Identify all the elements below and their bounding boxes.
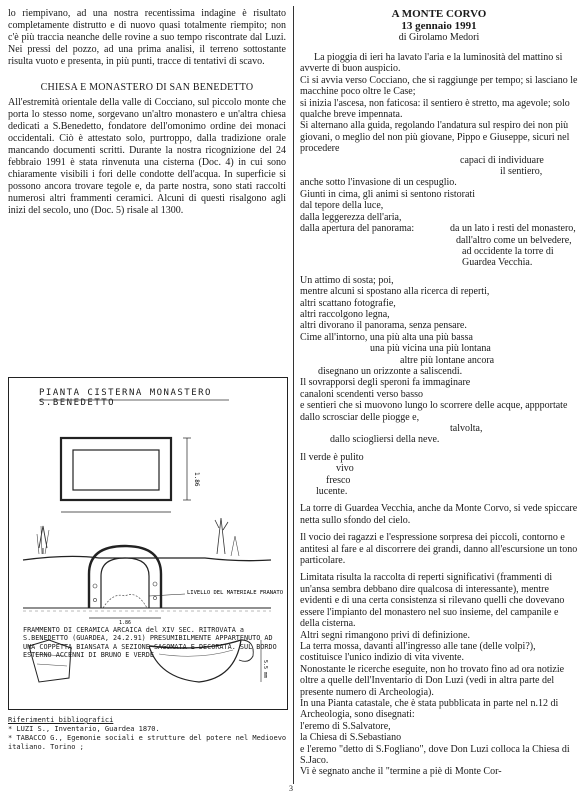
verse-line: Un attimo di sosta; poi, xyxy=(300,274,394,286)
list-item: e l'eremo "detto di S.Fogliano", dove Don Luzi colloca la Chiesa di S.Jaco. xyxy=(300,743,570,766)
paragraph: In una Pianta catastale, che è stata pubblicata in parte nel n.12 di Archeologia, sono disegnati: xyxy=(300,697,559,721)
verse-line: altri divorano il panorama, senza pensare. xyxy=(300,320,467,332)
verse-line: canaloni scendenti verso basso xyxy=(300,388,424,400)
plan-inner-rect xyxy=(73,450,159,490)
verse-line: capaci di individuare xyxy=(460,154,544,166)
svg-text:5.5 mm: 5.5 mm xyxy=(262,660,268,679)
intro-paragraph: lo riempivano, ad una nostra recentissima indagine è risultato completamente distrutto e di nuovo quasi totalmente riempito; non c'è più traccia neanche delle rovine a suo tempo riscontrate dal Luzi. Nei pressi del pozzo, ad una prima analisi, il terreno sottostante risulta vuoto e presenta, in più punti, tracce di tentativi di scavo. xyxy=(8,8,286,67)
section-heading: CHIESA E MONASTERO DI SAN BENEDETTO xyxy=(40,82,254,93)
verse-line: mentre alcuni si spostano alla ricerca di reperti, xyxy=(300,286,490,298)
paragraph: La torre di Guardea Vecchia, anche da Monte Corvo, si vede spiccare netta sullo sfondo del cielo. xyxy=(300,503,578,526)
verse-line: ad occidente la torre di Guardea Vecchia. xyxy=(462,245,554,269)
plan-outer-rect xyxy=(61,438,171,500)
paragraph: La terra mossa, davanti all'ingresso alle tane (delle volpi?), costituisce l'unico indizio di vita vivente. xyxy=(300,640,536,664)
verse-line: anche sotto l'invasione di un cespuglio. xyxy=(300,177,457,189)
svg-text:1.86: 1.86 xyxy=(119,620,132,626)
page-number: 3 xyxy=(289,784,293,793)
verse-line: Cime all'intorno, una più alta una più bassa xyxy=(300,331,473,343)
verse-line: dalla leggerezza dell'aria, xyxy=(300,211,402,223)
paragraph: Il vocio dei ragazzi e l'espressione sorpresa dei piccoli, contorno e antitesi al fare e al discorrere dei grandi, danno all'escursione un tono particolare. xyxy=(300,532,578,567)
article-date: 13 gennaio 1991 xyxy=(401,20,477,32)
left-column xyxy=(8,8,286,217)
figure-title: PIANTA CISTERNA MONASTERO S.BENEDETTO xyxy=(39,388,212,408)
verse-line: talvolta, xyxy=(450,423,483,434)
reference-item: * TABACCO G., Egemonie sociali e strutture del potere nel Medioevo italiano. Torino ; xyxy=(8,734,287,751)
paragraph: La pioggia di ieri ha lavato l'aria e la luminosità del mattino si avverte di buon auspicio. xyxy=(300,52,563,75)
list-item: la Chiesa di S.Sebastiano xyxy=(300,732,402,744)
verse-line: il sentiero, xyxy=(500,166,543,178)
verse-block xyxy=(300,275,578,446)
verse-line: altri raccolgono legna, xyxy=(300,308,390,320)
verse-line: dalla apertura del panorama: xyxy=(300,223,415,235)
svg-text:LIVELLO DEL MATERIALE FRANATO: LIVELLO DEL MATERIALE FRANATO xyxy=(187,590,284,596)
verse-line: Il sovrapporsi degli speroni fa immaginare xyxy=(300,377,471,389)
verse-line: dal tepore della luce, xyxy=(300,200,384,212)
verse-line: dallo scioglìersi della neve. xyxy=(330,434,440,446)
list-item: l'eremo di S.Salvatore, xyxy=(300,720,391,732)
verse-split xyxy=(300,223,578,269)
article-author: di Girolamo Medori xyxy=(398,32,480,43)
paragraph: Altri segni rimangono privi di definizione. xyxy=(300,629,470,641)
column-divider xyxy=(293,6,294,784)
verse-line: Giunti in cima, gli animi si sentono ristorati xyxy=(300,188,475,200)
article-title: A MONTE CORVO xyxy=(391,8,487,20)
svg-text:1.86: 1.86 xyxy=(193,472,200,487)
verse-line: da un lato i resti del monastero, xyxy=(450,223,576,235)
verse-line: e sentieri che si muovono lungo lo scorrere delle acque, appportate dallo scrosciar delle piogge e, xyxy=(300,400,568,423)
verse-line: fresco xyxy=(326,474,351,486)
paragraph: Limitata risulta la raccolta di reperti significativi (frammenti di un'ansa sembra debbano dire qualcosa di interessante), mentre evidenti e di una certa consistenza si rilevano quelli che dovevano essere l'impianto del monastero nel suo insieme, del campanile e della cisterna. xyxy=(300,572,565,630)
verse-line: Ci si avvia verso Cocciano, che si raggiunge per tempo; si lasciano le macchine poco oltre le Case; xyxy=(300,74,578,98)
verse-line: altre più lontane ancora xyxy=(400,354,495,366)
paragraph: Vi è segnato anche il "termine a piè di Monte Cor- xyxy=(300,766,502,778)
verse-block xyxy=(300,452,578,498)
verse-block xyxy=(300,75,578,269)
verse-line: si inizia l'ascesa, non faticosa: il sentiero è stretto, ma agevole; solo qualche breve impennata. xyxy=(300,97,570,121)
verse-line: vivo xyxy=(336,463,354,475)
verse-line: una più vicina una più lontana xyxy=(370,343,491,355)
figure-caption: FRAMMENTO DI CERAMICA ARCAICA del XIV SEC. RITROVATA a S.BENEDETTO (GUARDEA, 24.2.91) PRESUMIBILMENTE APPARTENUTO AD UNA COPPETTA BIANSATA A SEZIONE SAGOMATA E DECORATA. SUL BORDO ESTERNO ACCENNI DI BRUNO E VERDE xyxy=(23,626,277,660)
verse-line: Si alternano alla guida, regolando l'andatura sul respiro dei non più giovani, o meglio del non più giovane, Pippo e Giuseppe, sicuri nel procedere xyxy=(300,120,570,155)
references-heading: Riferimenti bibliografici xyxy=(8,716,114,724)
right-column xyxy=(300,8,578,778)
section-paragraph: All'estremità orientale della valle di Cocciano, sul piccolo monte che porta lo stesso nome, sorgevano un'altro monastero e un'altra chiesa dedicati a S.Benedetto, fondatore dell'omonimo ordine dei monaci occidentali. Ciò è attestato solo, purtroppo, dalla tradizione orale mancando documenti scritti. Durante la nostra ricognizione del 24 febbraio 1991 è stata rinvenuta una cisterna (Doc. 4) in cui sono chiaramente visibili i fori delle condotte dell'acqua. In superficie si possono ancora trovare tegole e, da parte nostra, sono stati raccolti numerosi altri frammenti ceramici. Alcuni di questi risalgono agli inizi del secolo, uno (Doc. 5) risale al 1300. xyxy=(8,97,286,216)
verse-line: altri scattano fotografie, xyxy=(300,297,396,309)
verse-line: dall'altro come un belvedere, xyxy=(456,234,572,246)
paragraph: Nonostante le ricerche eseguite, non ho trovato fino ad ora notizie oltre a quelle dell'Inventario di Don Luzi (vedi in altra parte del presente numero di Archeologia). xyxy=(300,663,565,698)
cistern-plan-figure xyxy=(8,377,288,710)
verse-line: Il verde è pulito xyxy=(300,451,364,463)
verse-line: lucente. xyxy=(316,486,348,498)
references xyxy=(8,716,288,752)
verse-line: disegnano un orizzonte a saliscendi. xyxy=(318,365,463,377)
reference-item: * LUZI S., Inventario, Guardea 1870. xyxy=(8,725,160,733)
